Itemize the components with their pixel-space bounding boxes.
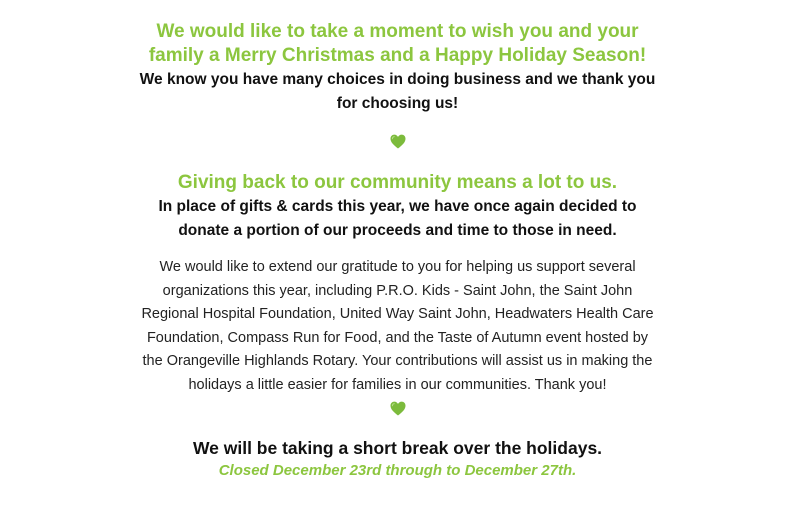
donate-line1: In place of gifts & cards this year, we have once again decided to — [158, 198, 637, 215]
community-section — [0, 171, 795, 243]
greeting-heading-line1: We would like to take a moment to wish you and your — [156, 21, 639, 42]
donate-line2: donate a portion of our proceeds and time to those in need. — [178, 222, 617, 239]
closing-heading: We will be taking a short break over the holidays. — [192, 438, 603, 458]
greeting-section — [0, 20, 795, 116]
green-heart-icon — [390, 134, 406, 149]
closing-dates: Closed December 23rd through to December 27th. — [218, 462, 577, 479]
gratitude-line: We would like to extend our gratitude to you for helping us support several — [159, 259, 636, 275]
thanks-line1: We know you have many choices in doing business and we thank you — [139, 71, 656, 88]
gratitude-line: holidays a little easier for families in our communities. Thank you! — [188, 376, 607, 393]
gratitude-line: Regional Hospital Foundation, United Way Saint John, Headwaters Health Care — [141, 306, 654, 322]
community-heading: Giving back to our community means a lot to us. — [177, 172, 618, 193]
gratitude-line: the Orangeville Highlands Rotary. Your contributions will assist us in making the — [142, 353, 653, 369]
gratitude-line: Foundation, Compass Run for Food, and the Taste of Autumn event hosted by — [146, 329, 649, 346]
gratitude-line: organizations this year, including P.R.O. Kids - Saint John, the Saint John — [162, 282, 633, 299]
gratitude-paragraph — [0, 256, 795, 397]
thanks-line2: for choosing us! — [336, 95, 459, 112]
closing-section — [0, 436, 795, 482]
green-heart-icon — [390, 401, 406, 416]
greeting-heading-line2: family a Merry Christmas and a Happy Holiday Season! — [148, 45, 647, 66]
